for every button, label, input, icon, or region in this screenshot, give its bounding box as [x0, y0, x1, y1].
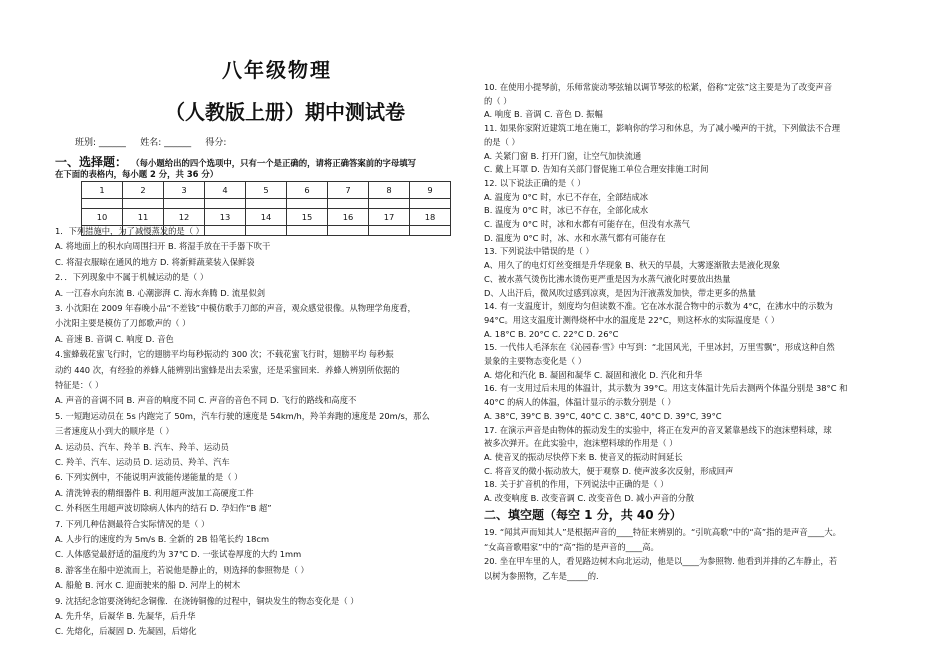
question-line: 4.蜜蜂载花蜜飞行时，它的翅膀平均每秒振动约 300 次；不载花蜜飞行时，翅膀平均 每秒振: [55, 349, 394, 360]
answer-cell[interactable]: [205, 199, 246, 209]
question-line: “女高音歌唱家”中的“高”指的是声音的____高。: [484, 541, 659, 552]
question-line: C. 温度为 0°C 时，冰和水都有可能存在，但没有水蒸气: [484, 219, 690, 229]
answer-cell[interactable]: [205, 226, 246, 236]
question-line: 17. 在演示声音是由物体的振动发生的实验中，将正在发声的音叉紧靠悬线下的泡沫塑料球，球: [484, 424, 832, 435]
answer-cell-label: 12: [164, 209, 205, 226]
answer-cell-label: 7: [328, 182, 369, 199]
section1-note: （每小题给出的四个选项中，只有一个是正确的，请将正确答案前的字母填写: [131, 158, 416, 168]
question-line: C、被水蒸气烫伤比沸水烫伤更严重是因为水蒸气液化时要放出热量: [484, 273, 731, 284]
question-line: B. 温度为 0°C 时，冰已不存在，全部化成水: [484, 205, 649, 216]
question-line: A. 熔化和汽化 B. 凝固和凝华 C. 凝固和液化 D. 汽化和升华: [484, 369, 703, 380]
section1-note2: 在下面的表格内，每小题 2 分，共 36 分）: [55, 169, 219, 179]
answer-cell[interactable]: [164, 199, 205, 209]
question-line: 12. 以下说法正确的是（ ）: [484, 177, 586, 188]
question-line: A. 响度 B. 音调 C. 音色 D. 振幅: [484, 109, 603, 120]
question-line: 19. “闻其声而知其人”是根据声音的____特征来辨别的。“引吭高歌”中的“高”指的是声音____大。: [484, 527, 841, 537]
question-line: 10. 在使用小提琴前，乐师常旋动琴弦轴以调节琴弦的松紧，俗称“定弦”这主要是为了改变声音: [484, 82, 833, 92]
question-line: A. 温度为 0°C 时，水已不存在，全部结成冰: [484, 191, 649, 202]
question-line: C. 戴上耳罩 D. 告知有关部门督促施工单位合理安排施工时间: [484, 164, 709, 175]
answer-cell-label: 1: [82, 182, 123, 199]
question-line: 景象的主要物态变化是（ ）: [484, 356, 587, 366]
question-line: A. 清洗钟表的精细器件 B. 利用超声波加工高硬度工件: [55, 487, 254, 498]
answer-cell[interactable]: [246, 226, 287, 236]
question-line: 20. 坐在甲车里的人，看见路边树木向北运动，他是以____为参照物. 他看到并排的乙车静止，若: [484, 556, 837, 566]
question-line: 特征是：（ ）: [55, 380, 104, 390]
question-line: A. 将地面上的积水向周围扫开 B. 将湿手放在干手器下吹干: [55, 241, 271, 252]
answer-cell[interactable]: [287, 199, 328, 209]
answer-cell[interactable]: [123, 199, 164, 209]
question-line: 5. 一短跑运动员在 5s 内跑完了 50m，汽车行驶的速度是 54km/h，羚羊奔跑的速度是 20m/s，那么: [55, 410, 430, 421]
section1-title: 一、选择题：: [55, 155, 128, 169]
question-line: 动约 440 次，有经验的养蜂人能辨别出蜜蜂是出去采蜜，还是采蜜回来．养蜂人辨别所依据的: [55, 364, 400, 375]
question-line: C. 将湿衣服晾在通风的地方 D. 将新鲜蔬菜装入保鲜袋: [55, 256, 255, 267]
question-line: 8. 游客坐在船中逆流而上，若说他是静止的，则选择的参照物是（ ）: [55, 564, 309, 575]
question-line: 三者速度从小到大的顺序是（ ）: [55, 426, 174, 437]
answer-cell-label: 9: [410, 182, 451, 199]
question-line: C. 先熔化，后凝固 D. 先凝固，后熔化: [55, 626, 197, 637]
question-line: A. 18°C B. 20°C C. 22°C D. 26°C: [484, 328, 619, 339]
answer-cell-label: 11: [123, 209, 164, 226]
question-line: 18. 关于扩音机的作用，下列说法中正确的是（ ）: [484, 479, 669, 490]
answer-cell[interactable]: [369, 199, 410, 209]
question-line: C. 外科医生用超声波切除病人体内的结石 D. 孕妇作“B 超”: [55, 503, 272, 514]
answer-blank-row: [82, 199, 451, 209]
question-line: 40°C 的病人的体温，体温计显示的示数分别是（ ）: [484, 397, 676, 408]
question-line: 6. 下列实例中，不能说明声波能传递能量的是（ ）: [55, 472, 243, 483]
answer-cell[interactable]: [410, 226, 451, 236]
student-info-line: 班别: ______ 姓名: ______ 得分:: [75, 138, 227, 148]
answer-cell-label: 16: [328, 209, 369, 226]
answer-cell-label: 14: [246, 209, 287, 226]
question-line: A. 船舱 B. 河水 C. 迎面驶来的船 D. 河岸上的树木: [55, 580, 241, 591]
answer-cell[interactable]: [328, 226, 369, 236]
answer-cell-label: 15: [287, 209, 328, 226]
page-subtitle: （人教版上册）期中测试卷: [165, 100, 405, 124]
answer-table-row: [82, 182, 451, 199]
question-line: A. 一江春水向东流 B. 心潮澎湃 C. 海水奔腾 D. 流星似剑: [55, 287, 266, 298]
question-line: 7. 下列几种估测最符合实际情况的是（ ）: [55, 518, 210, 529]
answer-cell-label: 5: [246, 182, 287, 199]
question-line: 13. 下列说法中错误的是（ ）: [484, 246, 594, 257]
question-line: A. 人步行的速度约为 5m/s B. 全新的 2B 铅笔长约 18cm: [55, 534, 270, 544]
question-line: 15. 一代伟人毛泽东在《沁园春·雪》中写到：“北国风光，千里冰封，万里雪飘”，形成这种自然: [484, 342, 835, 353]
question-line: A. 运动员、汽车、羚羊 B. 汽车、羚羊、运动员: [55, 441, 229, 452]
answer-cell-label: 13: [205, 209, 246, 226]
question-line: 的是（ ）: [484, 136, 520, 147]
answer-cell[interactable]: [410, 199, 451, 209]
section2-heading: 二、填空题（每空 1 分，共 40 分）: [484, 508, 682, 522]
question-line: 16. 有一支用过后未甩的体温计，其示数为 39°C。用这支体温计先后去测两个体温分别是 38°C 和: [484, 383, 848, 394]
question-line: 被多次弹开。在此实验中，泡沫塑料球的作用是（ ）: [484, 438, 678, 449]
answer-cell-label: 4: [205, 182, 246, 199]
question-line: C. 人体感觉最舒适的温度约为 37℃ D. 一张试卷厚度的大约 1mm: [55, 549, 302, 560]
question-line: D、人出汗后，微风吹过感到凉爽，是因为汗液蒸发加快，带走更多的热量: [484, 287, 756, 298]
answer-cell[interactable]: [82, 199, 123, 209]
question-line: A. 38°C, 39°C B. 39°C, 40°C C. 38°C, 40°C D. 39°C, 39°C: [484, 410, 722, 421]
question-line: 3. 小沈阳在 2009 年春晚小品“不差钱”中模仿歌手刀郎的声音，观众感觉很像。从物理学角度看，: [55, 303, 416, 313]
answer-cell[interactable]: [246, 199, 287, 209]
question-line: 14. 有一支温度计，刻度均匀但读数不准。它在冰水混合物中的示数为 4°C，在沸水中的示数为: [484, 301, 833, 312]
question-line: A、用久了的电灯灯丝变细是升华现象 B、秋天的早晨，大雾逐渐散去是液化现象: [484, 260, 781, 271]
question-line: D. 温度为 0°C 时，冰、水和水蒸气都有可能存在: [484, 232, 666, 243]
question-line: 以树为参照物，乙车是_____的.: [484, 570, 599, 581]
question-line: C. 将音叉的微小振动放大，便于观察 D. 使声波多次反射，形成回声: [484, 465, 734, 476]
question-line: 1．下列措施中，为了减慢蒸发的是（ ）: [55, 226, 204, 236]
answer-cell-label: 10: [82, 209, 123, 226]
answer-cell-label: 8: [369, 182, 410, 199]
question-line: C. 羚羊、汽车、运动员 D. 运动员、羚羊、汽车: [55, 457, 230, 467]
answer-cell[interactable]: [287, 226, 328, 236]
page-title: 八年级物理: [222, 58, 332, 82]
answer-cell-label: 18: [410, 209, 451, 226]
answer-table-row: [82, 209, 451, 226]
question-line: 的（ ）: [484, 95, 512, 106]
question-line: A. 关紧门窗 B. 打开门窗，让空气加快流通: [484, 150, 642, 161]
question-line: A. 先升华，后凝华 B. 先凝华，后升华: [55, 611, 196, 621]
question-line: A. 改变响度 B. 改变音调 C. 改变音色 D. 减小声音的分散: [484, 493, 695, 503]
question-line: 小沈阳主要是模仿了刀郎歌声的（ ）: [55, 318, 191, 329]
answer-cell[interactable]: [369, 226, 410, 236]
question-line: A. 音速 B. 音调 C. 响度 D. 音色: [55, 333, 174, 344]
question-line: A. 声音的音调不同 B. 声音的响度不同 C. 声音的音色不同 D. 飞行的路线和高度不: [55, 395, 357, 406]
answer-cell-label: 3: [164, 182, 205, 199]
question-line: 94°C。用这支温度计测得烧杯中水的温度是 22°C，则这杯水的实际温度是（ ）: [484, 314, 780, 325]
question-line: 2．．下列现象中不属于机械运动的是（ ）: [55, 272, 209, 283]
answer-cell-label: 2: [123, 182, 164, 199]
question-line: A. 使音叉的振动尽快停下来 B. 使音叉的振动时间延长: [484, 451, 683, 462]
question-line: 11. 如果你家附近建筑工地在施工，影响你的学习和休息，为了减小噪声的干扰，下列做法不合理: [484, 123, 841, 134]
answer-cell[interactable]: [328, 199, 369, 209]
answer-cell-label: 6: [287, 182, 328, 199]
answer-cell-label: 17: [369, 209, 410, 226]
question-line: 9. 沈括纪念馆要浇铸纪念铜像．在浇铸铜像的过程中，铜块发生的物态变化是（ ）: [55, 595, 359, 606]
